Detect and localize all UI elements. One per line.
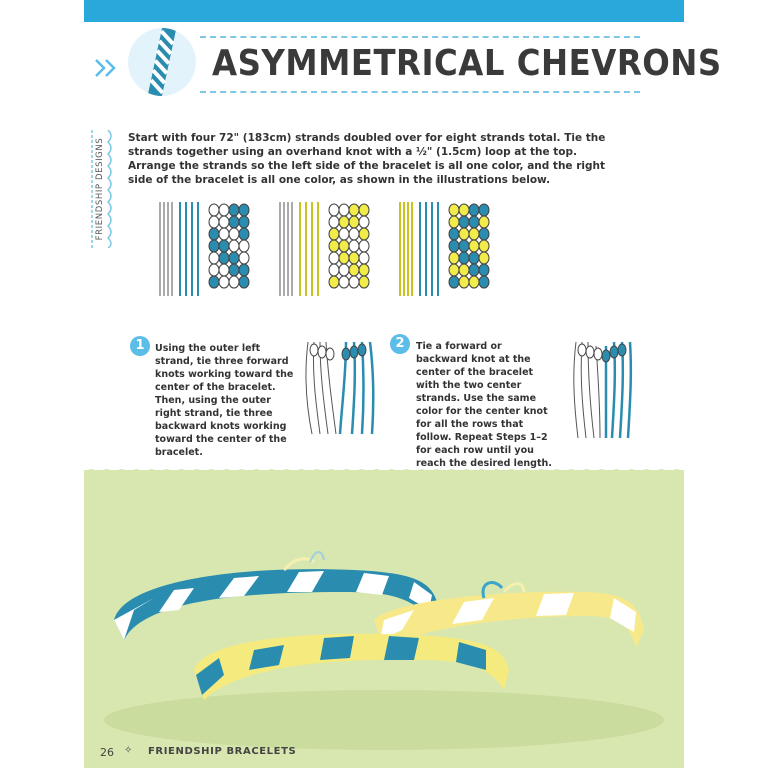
pattern-c-knots (449, 204, 489, 288)
section-label: FRIENDSHIP DESIGNS (95, 137, 105, 241)
strand-pattern-illustrations (150, 200, 510, 300)
step-1-number: 1 (130, 336, 150, 356)
step-2-text: Tie a forward or backward knot at the center of the bracelet with the two center strands. Use the same color for the center knot for all the rows that follow. Repeat Steps 1–2 for each row until you reach the desired length. (416, 341, 552, 469)
top-banner-scallop (84, 16, 684, 26)
book-title: FRIENDSHIP BRACELETS (148, 746, 297, 757)
pattern-a-strands (160, 202, 198, 296)
pattern-c-strands (400, 202, 438, 296)
pattern-b-strands (280, 202, 318, 296)
bracelet-thumbnail (128, 28, 196, 96)
footer-separator-icon: ✧ (124, 745, 133, 756)
page-number: 26 (100, 746, 114, 759)
title-divider-bottom (200, 91, 640, 93)
pattern-b-knots (329, 204, 369, 288)
step-1-illustration (302, 334, 382, 440)
step-1-text: Using the outer left strand, tie three forward knots working toward the center of the bracelet. Then, using the outer right strand, tie three backward knots working toward the center of the bracelet. (155, 343, 294, 458)
step-2-illustration (570, 334, 636, 444)
step-2-number: 2 (390, 334, 410, 354)
chevron-marks-icon (92, 56, 118, 80)
yellow-blue-bracelet (194, 634, 509, 700)
pattern-a-knots (209, 204, 249, 288)
intro-paragraph: Start with four 72" (183cm) strands doubled over for eight strands total. Tie the strands together using an overhand knot with a ½" (1.5cm) loop at the top. Arrange the strands so the left side of the bracelet is all one color, and the right side of the bracelet is all one color, as shown in the illustrations below. (128, 132, 606, 186)
title-divider-top (200, 36, 640, 38)
page-title: ASYMMETRICAL CHEVRONS (212, 43, 722, 84)
bracelets-photo (84, 470, 684, 768)
